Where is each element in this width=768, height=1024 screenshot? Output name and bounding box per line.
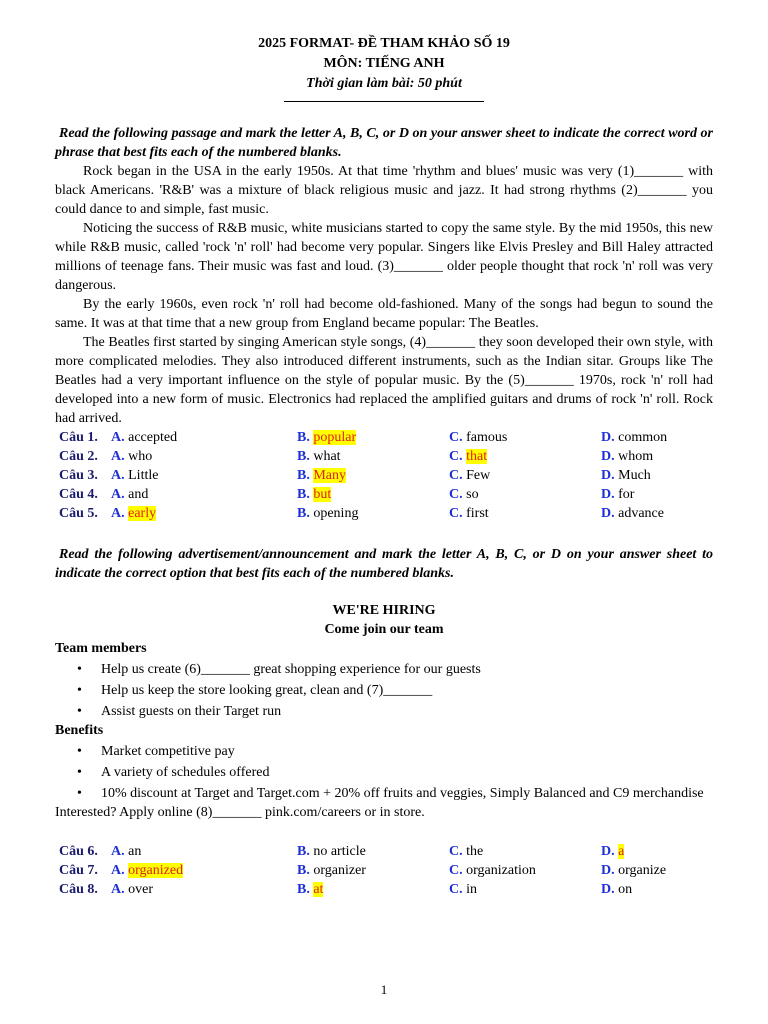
answer-option (297, 428, 449, 447)
option-letter: C. (449, 844, 463, 859)
answer-option (601, 485, 711, 504)
option-letter: C. (449, 863, 463, 878)
question-row (59, 504, 711, 523)
answer-option (601, 447, 711, 466)
question-row (59, 485, 711, 504)
subject-title: MÔN: TIẾNG ANH (323, 56, 445, 71)
option-text: Few (466, 468, 491, 483)
question-number: Câu 7. (59, 863, 98, 878)
answer-option (449, 428, 601, 447)
question-number: Câu 2. (59, 449, 98, 464)
option-letter: C. (449, 487, 463, 502)
ad-closing: Interested? Apply online (8)_______ pink.com/careers or in store. (55, 805, 425, 820)
passage-paragraph: By the early 1960s, even rock 'n' roll had become old-fashioned. Many of the songs had begun to sound the same. It was at that time that a new group from England became popular: The Beatles. (55, 297, 713, 331)
highlighted-answer-text: early (128, 506, 157, 521)
answer-option (297, 880, 449, 899)
option-letter: A. (111, 468, 125, 483)
option-letter: D. (601, 882, 615, 897)
option-text: Much (618, 468, 651, 483)
answer-option (601, 428, 711, 447)
question-table-1 (59, 428, 711, 523)
page-number: 1 (380, 982, 388, 997)
option-letter: D. (601, 468, 615, 483)
option-letter: C. (449, 468, 463, 483)
option-text: first (466, 506, 489, 521)
option-letter: A. (111, 449, 125, 464)
question-row (59, 447, 711, 466)
option-text: who (128, 449, 153, 464)
question-number: Câu 1. (59, 430, 98, 445)
team-list (55, 660, 713, 721)
passage-paragraph: The Beatles first started by singing American style songs, (4)_______ they soon developed their own style, with more complicated melodies. They also introduced different instruments, such as the Indian sitar. Groups like The Beatles had a very important influence on the style of popular music. By the (5)_______ 1970s, rock 'n' roll had developed into a new form of music. Electronics had replaced the amplified guitars and drums of rock 'n' roll. Rock had arrived. (55, 335, 713, 426)
exam-title: 2025 FORMAT- ĐỀ THAM KHẢO SỐ 19 (258, 36, 510, 51)
team-heading: Team members (55, 641, 147, 656)
answer-option (111, 428, 297, 447)
highlighted-answer-text: that (466, 449, 488, 464)
answer-option (111, 466, 297, 485)
option-letter: A. (111, 430, 125, 445)
list-item: • Assist guests on their Target run (55, 702, 713, 721)
list-item: • Help us create (6)_______ great shopping experience for our guests (55, 660, 713, 679)
option-letter: A. (111, 863, 125, 878)
highlighted-answer-text: at (313, 882, 324, 897)
question-row (59, 842, 711, 861)
option-text: advance (618, 506, 664, 521)
option-text: accepted (128, 430, 178, 445)
section1-instruction: Read the following passage and mark the letter A, B, C, or D on your answer sheet to indicate the correct word or phrase that best fits each of the numbered blanks. (55, 126, 713, 160)
question-row (59, 861, 711, 880)
highlighted-answer-text: but (313, 487, 332, 502)
section2-instruction: Read the following advertisement/announcement and mark the letter A, B, C, or D on your answer sheet to indicate the correct option that best fits each of the numbered blanks. (55, 547, 713, 581)
option-letter: C. (449, 882, 463, 897)
option-text: so (466, 487, 479, 502)
option-text: opening (313, 506, 359, 521)
option-text: an (128, 844, 142, 859)
answer-option (297, 842, 449, 861)
option-text: in (466, 882, 478, 897)
question-number: Câu 5. (59, 506, 98, 521)
answer-option (449, 842, 601, 861)
question-row (59, 880, 711, 899)
answer-option (111, 880, 297, 899)
answer-option (601, 880, 711, 899)
option-text: organizer (313, 863, 366, 878)
option-letter: D. (601, 487, 615, 502)
option-letter: A. (111, 844, 125, 859)
answer-option (111, 485, 297, 504)
list-item: • Market competitive pay (55, 742, 713, 761)
answer-option (297, 466, 449, 485)
list-item: • A variety of schedules offered (55, 763, 713, 782)
answer-option (449, 861, 601, 880)
answer-option (111, 447, 297, 466)
option-text: Little (128, 468, 159, 483)
question-row (59, 466, 711, 485)
ad-title: WE'RE HIRING (332, 603, 436, 618)
option-letter: C. (449, 506, 463, 521)
option-text: organize (618, 863, 667, 878)
question-row (59, 428, 711, 447)
answer-option (449, 504, 601, 523)
answer-option (601, 861, 711, 880)
document-page (55, 34, 713, 899)
option-letter: A. (111, 506, 125, 521)
list-item: • 10% discount at Target and Target.com + 20% off fruits and veggies, Simply Balanced and C9 merchandise (55, 784, 713, 803)
option-letter: B. (297, 844, 310, 859)
highlighted-answer-text: a (618, 844, 625, 859)
question-number: Câu 8. (59, 882, 98, 897)
option-letter: B. (297, 506, 310, 521)
answer-option (111, 842, 297, 861)
option-letter: D. (601, 506, 615, 521)
answer-option (601, 466, 711, 485)
answer-option (111, 504, 297, 523)
option-letter: D. (601, 844, 615, 859)
option-letter: B. (297, 449, 310, 464)
highlighted-answer-text: Many (313, 468, 347, 483)
ad-subtitle: Come join our team (324, 622, 444, 637)
answer-option (297, 504, 449, 523)
option-text: famous (466, 430, 508, 445)
option-letter: B. (297, 430, 310, 445)
option-letter: A. (111, 487, 125, 502)
benefits-heading: Benefits (55, 723, 104, 738)
benefits-list (55, 742, 713, 803)
answer-option (601, 504, 711, 523)
option-text: the (466, 844, 484, 859)
option-text: on (618, 882, 633, 897)
option-text: and (128, 487, 149, 502)
passage-paragraph: Noticing the success of R&B music, white musicians started to copy the same style. By the mid 1950s, this new while R&B music, called 'rock 'n' roll' had become very popular. Singers like Elvis Presley and Bill Haley attracted millions of teenage fans. Their music was fast and loud. (3)_______ older people thought that rock 'n' roll was very dangerous. (55, 221, 713, 293)
highlighted-answer-text: organized (128, 863, 184, 878)
option-letter: C. (449, 449, 463, 464)
answer-option (297, 447, 449, 466)
option-text: what (313, 449, 341, 464)
highlighted-answer-text: popular (313, 430, 357, 445)
option-text: common (618, 430, 668, 445)
title-underline (284, 93, 484, 102)
option-letter: B. (297, 487, 310, 502)
option-text: over (128, 882, 154, 897)
list-item: • Help us keep the store looking great, clean and (7)_______ (55, 681, 713, 700)
option-letter: C. (449, 430, 463, 445)
question-table-2 (59, 842, 711, 899)
option-letter: D. (601, 449, 615, 464)
option-letter: B. (297, 468, 310, 483)
answer-option (449, 485, 601, 504)
answer-option (449, 466, 601, 485)
option-text: no article (313, 844, 366, 859)
time-limit: Thời gian làm bài: 50 phút (306, 76, 462, 91)
option-letter: B. (297, 882, 310, 897)
answer-option (449, 880, 601, 899)
answer-option (111, 861, 297, 880)
passage-paragraph: Rock began in the USA in the early 1950s. At that time 'rhythm and blues' music was very (1)_______ with black Americans. 'R&B' was a mixture of black religious music and jazz. It had strong rhythms (2)_______ you could dance to and simple, fast music. (55, 164, 713, 217)
question-number: Câu 3. (59, 468, 98, 483)
question-number: Câu 4. (59, 487, 98, 502)
option-letter: D. (601, 430, 615, 445)
answer-option (297, 485, 449, 504)
option-text: for (618, 487, 635, 502)
option-text: organization (466, 863, 536, 878)
option-letter: B. (297, 863, 310, 878)
answer-option (297, 861, 449, 880)
option-letter: D. (601, 863, 615, 878)
option-letter: A. (111, 882, 125, 897)
question-number: Câu 6. (59, 844, 98, 859)
answer-option (601, 842, 711, 861)
answer-option (449, 447, 601, 466)
option-text: whom (618, 449, 654, 464)
